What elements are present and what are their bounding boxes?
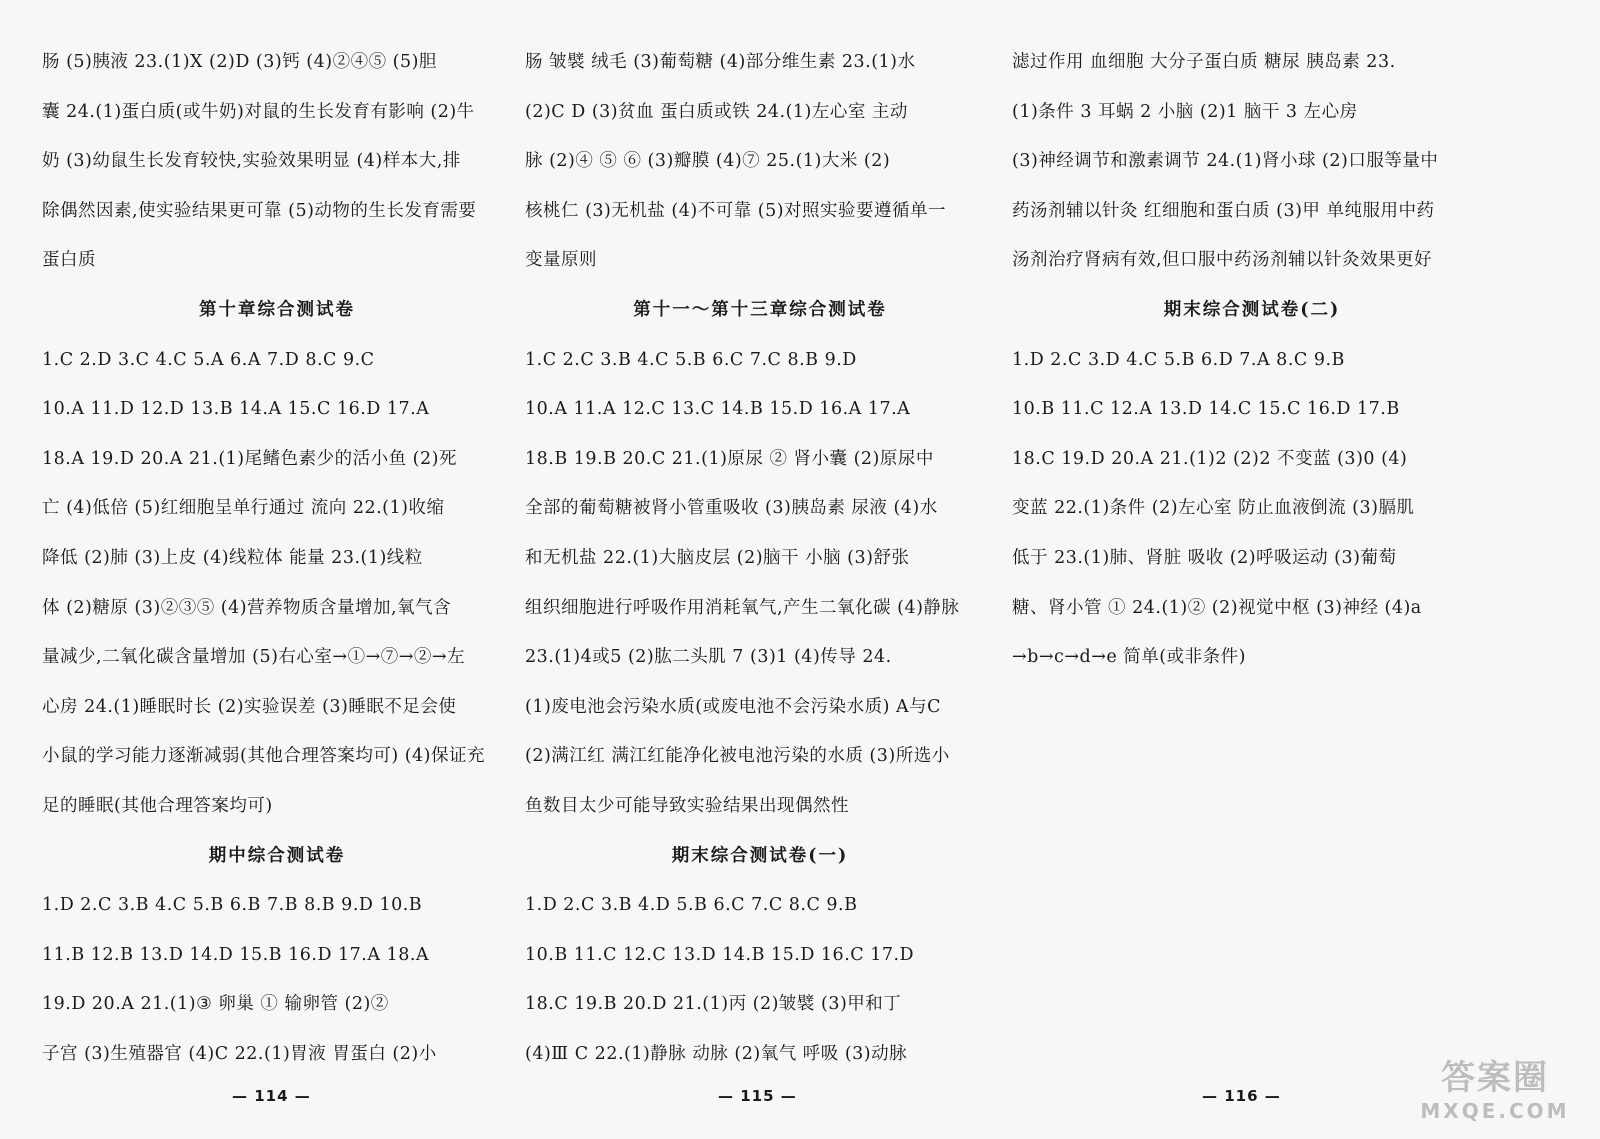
- answer-line: 蛋白质: [42, 250, 96, 271]
- answer-line: 1.C 2.D 3.C 4.C 5.A 6.A 7.D 8.C 9.C: [42, 349, 375, 370]
- answer-line: 糖、肾小管 ① 24.(1)② (2)视觉中枢 (3)神经 (4)a: [1012, 597, 1422, 618]
- section-heading: 期末综合测试卷(一): [671, 845, 849, 866]
- answer-line: 组织细胞进行呼吸作用消耗氧气,产生二氧化碳 (4)静脉: [525, 597, 960, 618]
- answer-line: 小鼠的学习能力逐渐减弱(其他合理答案均可) (4)保证充: [42, 746, 486, 767]
- watermark-logo: [1405, 1058, 1585, 1132]
- answer-line: 10.B 11.C 12.C 13.D 14.B 15.D 16.C 17.D: [525, 944, 915, 965]
- answer-line: 除偶然因素,使实验结果更可靠 (5)动物的生长发育需要: [42, 200, 477, 221]
- answer-line: 药汤剂辅以针灸 红细胞和蛋白质 (3)甲 单纯服用中药: [1012, 200, 1435, 221]
- watermark-logo-text: 答案圈: [1441, 1058, 1549, 1098]
- answer-line: 10.A 11.D 12.D 13.B 14.A 15.C 16.D 17.A: [42, 399, 430, 420]
- answer-line: →b→c→d→e 简单(或非条件): [1012, 647, 1246, 668]
- page-115-column: [525, 38, 995, 1079]
- answer-line: 囊 24.(1)蛋白质(或牛奶)对鼠的生长发育有影响 (2)牛: [42, 101, 475, 122]
- answer-line: (3)神经调节和激素调节 24.(1)肾小球 (2)口服等量中: [1012, 151, 1439, 172]
- answer-line: 1.D 2.C 3.B 4.D 5.B 6.C 7.C 8.C 9.B: [525, 895, 858, 916]
- answer-line: 10.A 11.A 12.C 13.C 14.B 15.D 16.A 17.A: [525, 399, 911, 420]
- page-116-column: [1012, 38, 1492, 683]
- answer-line: 奶 (3)幼鼠生长发育较快,实验效果明显 (4)样本大,排: [42, 151, 461, 172]
- answer-line: (4)Ⅲ C 22.(1)静脉 动脉 (2)氧气 呼吸 (3)动脉: [525, 1043, 908, 1064]
- answer-line: 足的睡眠(其他合理答案均可): [42, 795, 273, 816]
- answer-line: (2)满江红 满江红能净化被电池污染的水质 (3)所选小: [525, 746, 950, 767]
- answer-line: 肠 (5)胰液 23.(1)X (2)D (3)钙 (4)②④⑤ (5)胆: [42, 52, 437, 72]
- section-heading: 第十一～第十三章综合测试卷: [633, 299, 887, 320]
- page-number-116: — 116 —: [1202, 1087, 1281, 1105]
- answer-line: 亡 (4)低倍 (5)红细胞呈单行通过 流向 22.(1)收缩: [42, 498, 445, 519]
- answer-line: 18.A 19.D 20.A 21.(1)尾鳍色素少的活小鱼 (2)死: [42, 448, 457, 469]
- answer-line: 1.D 2.C 3.D 4.C 5.B 6.D 7.A 8.C 9.B: [1012, 349, 1345, 370]
- answer-line: (2)C D (3)贫血 蛋白质或铁 24.(1)左心室 主动: [525, 101, 908, 122]
- answer-line: 全部的葡萄糖被肾小管重吸收 (3)胰岛素 尿液 (4)水: [525, 498, 938, 519]
- answer-line: 变量原则: [525, 250, 597, 271]
- answer-line: 脉 (2)④ ⑤ ⑥ (3)瓣膜 (4)⑦ 25.(1)大米 (2): [525, 151, 891, 172]
- answer-line: 汤剂治疗肾病有效,但口服中药汤剂辅以针灸效果更好: [1012, 250, 1433, 271]
- section-heading: 期中综合测试卷: [208, 845, 346, 866]
- answer-line: 降低 (2)肺 (3)上皮 (4)线粒体 能量 23.(1)线粒: [42, 547, 423, 568]
- answer-line: (1)废电池会污染水质(或废电池不会污染水质) A与C: [525, 696, 942, 717]
- answer-line: 肠 皱襞 绒毛 (3)葡萄糖 (4)部分维生素 23.(1)水: [525, 52, 916, 72]
- answer-line: 1.D 2.C 3.B 4.C 5.B 6.B 7.B 8.B 9.D 10.B: [42, 895, 423, 916]
- answer-line: 1.C 2.C 3.B 4.C 5.B 6.C 7.C 8.B 9.D: [525, 349, 857, 370]
- watermark-site-text: MXQE.COM: [1420, 1099, 1570, 1123]
- answer-line: 变蓝 22.(1)条件 (2)左心室 防止血液倒流 (3)膈肌: [1012, 498, 1415, 519]
- page-number-114: — 114 —: [232, 1087, 311, 1105]
- answer-line: 11.B 12.B 13.D 14.D 15.B 16.D 17.A 18.A: [42, 944, 430, 965]
- answer-line: (1)条件 3 耳蜗 2 小脑 (2)1 脑干 3 左心房: [1012, 101, 1358, 122]
- answer-line: 低于 23.(1)肺、肾脏 吸收 (2)呼吸运动 (3)葡萄: [1012, 547, 1397, 568]
- answer-line: 鱼数目太少可能导致实验结果出现偶然性: [525, 795, 849, 816]
- answer-line: 10.B 11.C 12.A 13.D 14.C 15.C 16.D 17.B: [1012, 399, 1400, 420]
- answer-line: 子宫 (3)生殖器官 (4)C 22.(1)胃液 胃蛋白 (2)小: [42, 1043, 437, 1064]
- section-heading: 期末综合测试卷(二): [1163, 299, 1341, 320]
- answer-line: 体 (2)糖原 (3)②③⑤ (4)营养物质含量增加,氧气含: [42, 597, 452, 618]
- answer-line: 心房 24.(1)睡眠时长 (2)实验误差 (3)睡眠不足会使: [42, 696, 457, 717]
- answer-line: 23.(1)4或5 (2)肱二头肌 7 (3)1 (4)传导 24.: [525, 647, 892, 668]
- answer-line: 滤过作用 血细胞 大分子蛋白质 糖尿 胰岛素 23.: [1012, 52, 1396, 72]
- answer-line: 核桃仁 (3)无机盐 (4)不可靠 (5)对照实验要遵循单一: [525, 200, 947, 221]
- page-number-115: — 115 —: [718, 1087, 797, 1105]
- section-heading: 第十章综合测试卷: [199, 299, 355, 320]
- answer-line: 18.C 19.D 20.A 21.(1)2 (2)2 不变蓝 (3)0 (4): [1012, 448, 1408, 469]
- page-114-column: [42, 38, 512, 1079]
- answer-line: 量减少,二氧化碳含量增加 (5)右心室→①→⑦→②→左: [42, 647, 466, 668]
- answer-line: 和无机盐 22.(1)大脑皮层 (2)脑干 小脑 (3)舒张: [525, 547, 910, 568]
- answer-line: 18.B 19.B 20.C 21.(1)原尿 ② 肾小囊 (2)原尿中: [525, 448, 934, 469]
- answer-line: 19.D 20.A 21.(1)③ 卵巢 ① 输卵管 (2)②: [42, 994, 389, 1015]
- answer-line: 18.C 19.B 20.D 21.(1)丙 (2)皱襞 (3)甲和丁: [525, 994, 902, 1015]
